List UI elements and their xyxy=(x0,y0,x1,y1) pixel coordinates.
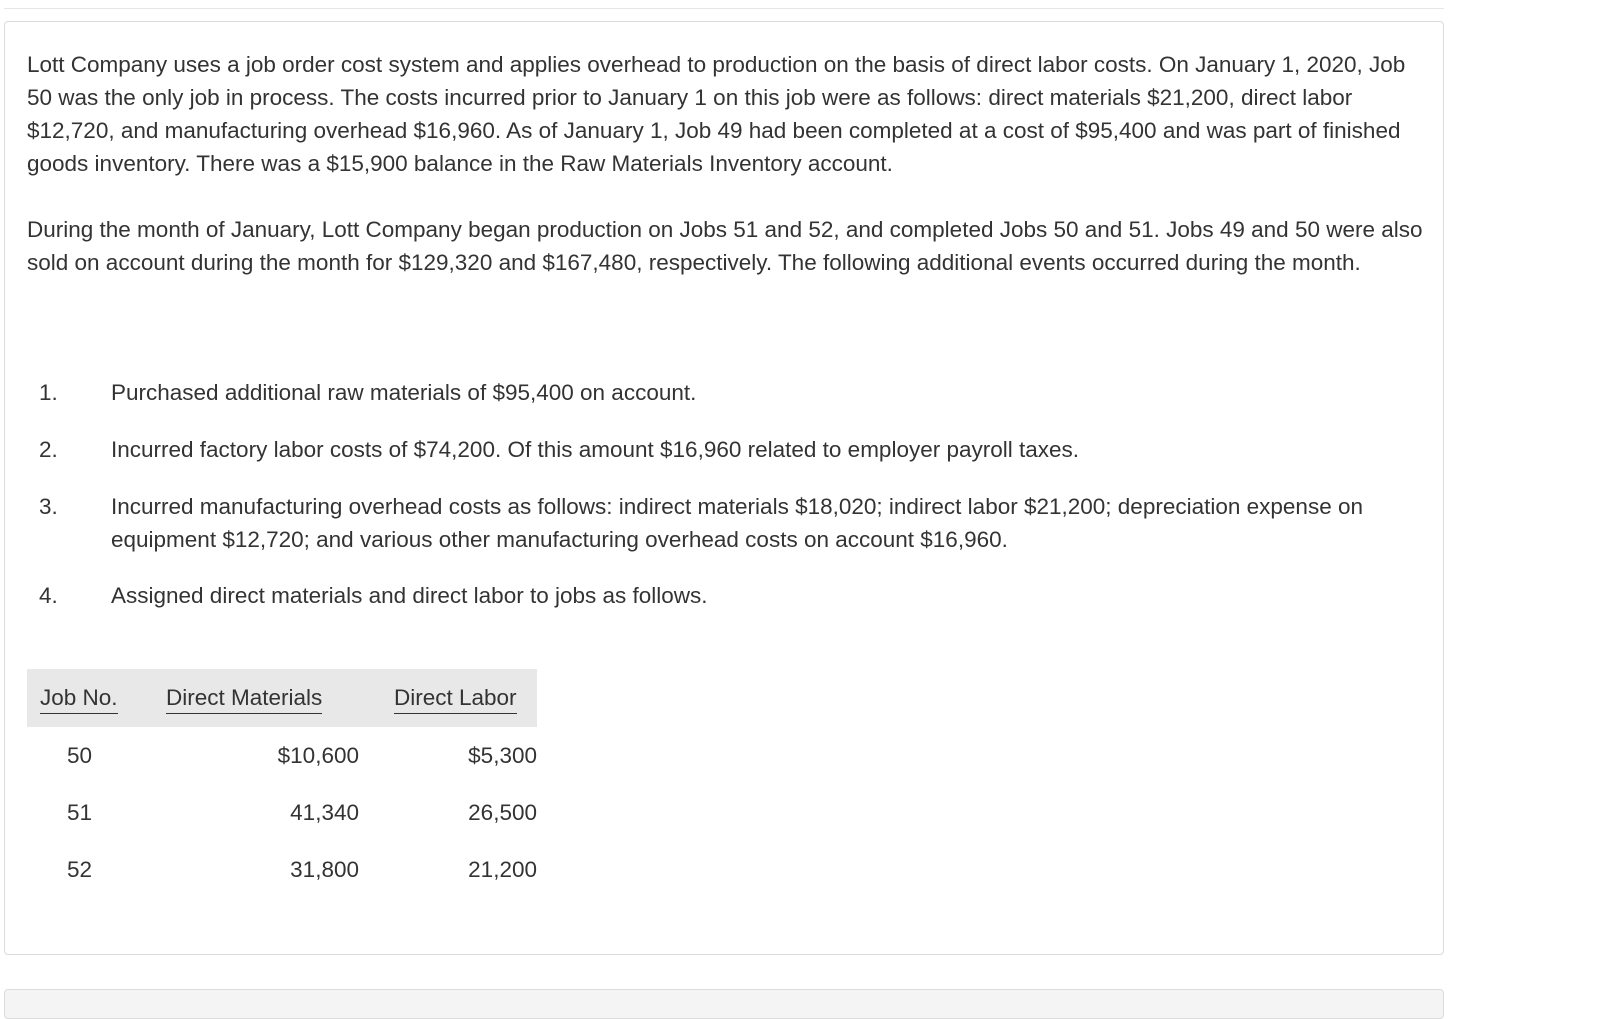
header-direct-materials: Direct Materials xyxy=(166,683,322,714)
event-number: 2. xyxy=(39,437,58,462)
table-row xyxy=(27,841,537,898)
event-number: 3. xyxy=(39,494,58,519)
table-header-row xyxy=(27,669,537,727)
cell-direct-labor: 26,500 xyxy=(468,800,537,825)
cell-direct-materials: 31,800 xyxy=(290,857,359,882)
problem-card xyxy=(4,21,1444,955)
cell-job-no: 52 xyxy=(67,857,93,882)
intro-paragraph: Lott Company uses a job order cost system and applies overhead to production on the basis of direct labor costs. On January 1, 2020, Job 50 was the only job in process. The costs incurred prior to January 1 on this job were as follows: direct materials $21,200, direct labor $12,720, and manufacturing overhead $16,960. As of January 1, Job 49 had been completed at a cost of $95,400 and was part of finished goods inventory. There was a $15,900 balance in the Raw Materials Inventory account. xyxy=(27,52,1406,176)
job-cost-table xyxy=(27,669,537,898)
january-paragraph: During the month of January, Lott Company began production on Jobs 51 and 52, and completed Jobs 50 and 51. Jobs 49 and 50 were also sold on account during the month for $129,320 and $167,480, respectively. The following additional events occurred during the month. xyxy=(27,217,1423,275)
table-row xyxy=(27,784,537,841)
event-text: Incurred manufacturing overhead costs as follows: indirect materials $18,020; indirect labor $21,200; depreciation expense on equipment $12,720; and various other manufacturing overhead costs on account $16,960. xyxy=(111,494,1363,552)
event-number: 1. xyxy=(39,380,58,405)
header-direct-labor: Direct Labor xyxy=(394,683,517,714)
table-row xyxy=(27,727,537,784)
cell-direct-materials: 41,340 xyxy=(290,800,359,825)
header-job-no: Job No. xyxy=(40,683,118,714)
cell-job-no: 50 xyxy=(67,743,93,768)
event-number: 4. xyxy=(39,583,58,608)
event-text: Assigned direct materials and direct labor to jobs as follows. xyxy=(111,583,708,608)
top-divider xyxy=(4,8,1444,9)
cell-direct-materials: $10,600 xyxy=(277,743,359,768)
cell-job-no: 51 xyxy=(67,800,93,825)
cell-direct-labor: $5,300 xyxy=(468,743,537,768)
cell-direct-labor: 21,200 xyxy=(468,857,537,882)
event-text: Purchased additional raw materials of $95,400 on account. xyxy=(111,380,697,405)
next-card xyxy=(4,989,1444,1019)
event-text: Incurred factory labor costs of $74,200. Of this amount $16,960 related to employer payroll taxes. xyxy=(111,437,1080,462)
